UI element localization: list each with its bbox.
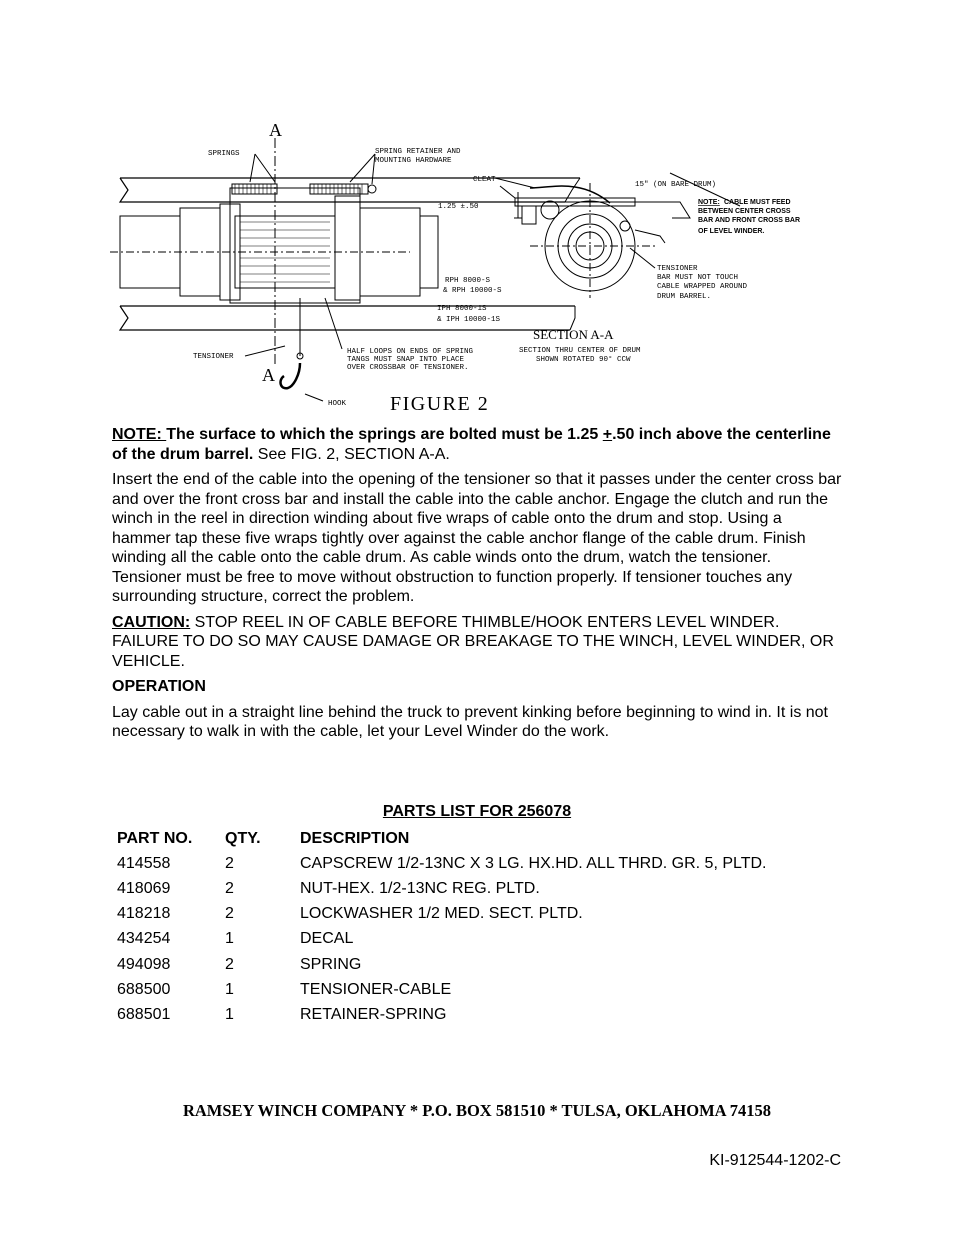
part-number: 688501 — [117, 1005, 171, 1023]
note-plusminus: + — [602, 426, 613, 443]
operation-heading: OPERATION — [112, 678, 206, 695]
part-description: DECAL — [300, 930, 354, 948]
part-number: 418069 — [117, 879, 171, 897]
label-spring-retainer-1: SPRING RETAINER AND — [375, 148, 461, 156]
part-description: CAPSCREW 1/2-13NC X 3 LG. HX.HD. ALL THRD. GR. 5, PLTD. — [300, 854, 767, 872]
part-number: 418218 — [117, 905, 171, 923]
table-row — [112, 977, 850, 1002]
header-part-no: PART NO. — [117, 829, 193, 847]
parts-header-row — [112, 826, 850, 851]
label-cleat: CLEAT — [473, 176, 496, 184]
note-line-4: OF LEVEL WINDER. — [698, 228, 765, 235]
note-line-3: BAR AND FRONT CROSS BAR — [698, 217, 801, 224]
caution-text: STOP REEL IN OF CABLE BEFORE THIMBLE/HOOK ENTERS LEVEL WINDER. FAILURE TO DO SO MAY CAUSE DAMAGE OR BREAKAGE TO THE WINCH, LEVEL WINDER, OR VEHICLE. — [112, 613, 834, 670]
note-bold-a: The surface to which the springs are bolted must be 1.25 — [166, 426, 603, 443]
label-rph-1: RPH 8000-S — [445, 277, 491, 285]
table-row — [112, 927, 850, 952]
note-line-2: BETWEEN CENTER CROSS — [698, 208, 791, 215]
header-qty: QTY. — [225, 829, 261, 847]
table-row — [112, 952, 850, 977]
label-iph-2: & IPH 10000-1S — [437, 316, 501, 324]
part-description: NUT-HEX. 1/2-13NC REG. PLTD. — [300, 879, 540, 897]
company-address: RAMSEY WINCH COMPANY * P.O. BOX 581510 * TULSA, OKLAHOMA 74158 — [182, 1101, 772, 1120]
section-letter-bottom: A — [262, 365, 275, 385]
part-qty: 2 — [225, 955, 234, 973]
note-label: NOTE: — [112, 426, 167, 443]
section-letter-top: A — [269, 120, 282, 140]
part-number: 494098 — [117, 955, 171, 973]
label-tensioner-note-4: DRUM BARREL. — [657, 293, 712, 301]
part-number: 434254 — [117, 930, 171, 948]
figure-2-drawing — [110, 118, 840, 420]
label-iph-1: IPH 8000-1S — [437, 305, 487, 313]
table-row — [112, 902, 850, 927]
part-qty: 2 — [225, 854, 234, 872]
instructions-section — [112, 425, 842, 748]
part-description: RETAINER-SPRING — [300, 1005, 447, 1023]
part-qty: 2 — [225, 905, 234, 923]
label-tensioner-note-1: TENSIONER — [657, 265, 698, 273]
note-line-1: CABLE MUST FEED — [724, 199, 791, 206]
label-tensioner-note-2: BAR MUST NOT TOUCH — [657, 274, 739, 282]
part-qty: 1 — [225, 980, 234, 998]
part-qty: 1 — [225, 1005, 234, 1023]
label-angle: 15" (ON BARE DRUM) — [635, 181, 717, 189]
note-title: NOTE: — [698, 199, 720, 206]
part-qty: 2 — [225, 879, 234, 897]
label-dimension: 1.25 ±.50 — [438, 203, 479, 211]
label-section-thru-2: SHOWN ROTATED 90° CCW — [536, 356, 631, 364]
parts-table — [112, 826, 850, 1028]
document-number: KI-912544-1202-C — [709, 1152, 841, 1169]
part-description: LOCKWASHER 1/2 MED. SECT. PLTD. — [300, 905, 583, 923]
winch-diagram — [110, 118, 840, 420]
label-spring-retainer-2: MOUNTING HARDWARE — [375, 157, 452, 165]
label-half-loops-1: HALF LOOPS ON ENDS OF SPRING — [347, 348, 474, 356]
label-tensioner: TENSIONER — [193, 353, 234, 361]
part-number: 414558 — [117, 854, 171, 872]
part-qty: 1 — [225, 930, 234, 948]
table-row — [112, 1002, 850, 1027]
part-number: 688500 — [117, 980, 171, 998]
table-row — [112, 876, 850, 901]
note-bold-b: .50 inch above the centerline of the drum barrel. — [112, 426, 831, 463]
label-half-loops-3: OVER CROSSBAR OF TENSIONER. — [347, 364, 469, 372]
operation-paragraph: Lay cable out in a straight line behind the truck to prevent kinking before beginning to wind in. It is not necessary to walk in with the cable, let your Level Winder do the work. — [112, 703, 828, 740]
header-description: DESCRIPTION — [300, 829, 410, 847]
caution-paragraph — [112, 613, 842, 672]
label-tensioner-note-3: CABLE WRAPPED AROUND — [657, 283, 748, 291]
instructions-paragraph: Insert the end of the cable into the opening of the tensioner so that it passes under the center cross bar and over the front cross bar and install the cable into the cable anchor. Engage the clutch and run the winch in the reel in direction winding about five wraps of cable onto the drum and stop. Using a hammer tap these five wraps tightly over against the cable anchor flange of the cable drum. Finish winding all the cable onto the cable drum. As cable winds onto the drum, watch the tensioner. Tensioner must be free to move without obstruction to function properly. If tensioner touches any surrounding structure, correct the problem. — [112, 471, 842, 605]
figure-title: FIGURE 2 — [390, 393, 490, 415]
label-hook: HOOK — [328, 400, 347, 408]
label-rph-2: & RPH 10000-S — [443, 287, 502, 295]
label-springs: SPRINGS — [208, 150, 240, 158]
note-tail: See FIG. 2, SECTION A-A. — [253, 445, 450, 463]
note-paragraph — [112, 425, 842, 464]
caution-label: CAUTION: — [112, 613, 191, 631]
part-description: SPRING — [300, 955, 362, 973]
table-row — [112, 851, 850, 876]
section-label: SECTION A-A — [533, 327, 614, 342]
part-description: TENSIONER-CABLE — [300, 980, 452, 998]
label-section-thru-1: SECTION THRU CENTER OF DRUM — [519, 347, 641, 355]
parts-list-title: PARTS LIST FOR 256078 — [382, 803, 572, 820]
label-half-loops-2: TANGS MUST SNAP INTO PLACE — [347, 356, 465, 364]
